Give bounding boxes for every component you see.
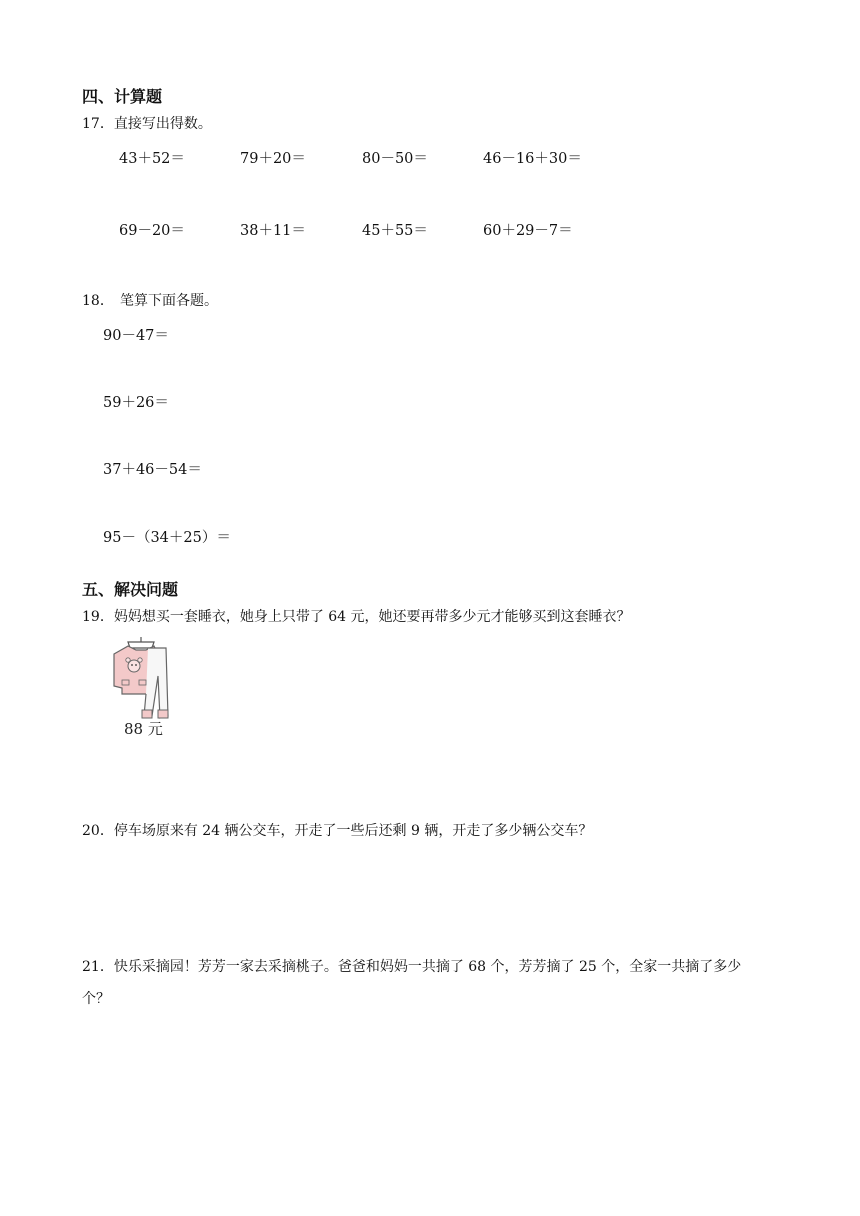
section-5-title: 五、解决问题 (82, 580, 179, 599)
pajamas-illustration (108, 636, 170, 740)
question-21-text-cont: 个？ (82, 991, 110, 1007)
question-20-text: 20．停车场原来有 24 辆公交车，开走了一些后还剩 9 辆，开走了多少辆公交车？ (82, 823, 593, 839)
q18-equation: 95－（34＋25）＝ (103, 530, 231, 546)
q17-equation: 69－20＝ (119, 223, 185, 239)
q17-equation: 60＋29－7＝ (483, 223, 573, 239)
q17-equation: 80－50＝ (362, 151, 428, 167)
question-18-text: 笔算下面各题。 (120, 293, 218, 309)
question-19-text: 19．妈妈想买一套睡衣，她身上只带了 64 元，她还要再带多少元才能够买到这套睡衣？ (82, 609, 631, 625)
section-4-title: 四、计算题 (82, 87, 163, 106)
question-18-number: 18． (82, 293, 114, 309)
q17-equation: 79＋20＝ (240, 151, 306, 167)
q18-equation: 37＋46－54＝ (103, 462, 202, 478)
q18-equation: 59＋26＝ (103, 395, 169, 411)
q17-equation: 46－16＋30＝ (483, 151, 582, 167)
price-label: 88 元 (124, 720, 163, 738)
question-17-text: 17．直接写出得数。 (82, 116, 212, 132)
q17-equation: 43＋52＝ (119, 151, 185, 167)
question-21-text: 21．快乐采摘园！芳芳一家去采摘桃子。爸爸和妈妈一共摘了 68 个，芳芳摘了 25 个，全家一共摘了多少 (82, 959, 742, 975)
q17-equation: 38＋11＝ (240, 223, 306, 239)
q18-equation: 90－47＝ (103, 328, 169, 344)
q17-equation: 45＋55＝ (362, 223, 428, 239)
